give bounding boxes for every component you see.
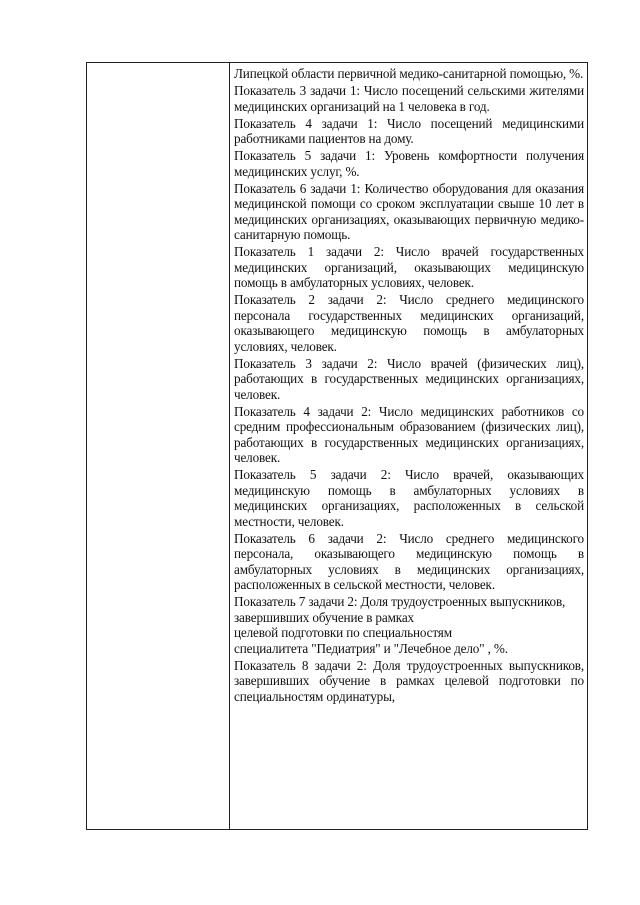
indicator-paragraph-12-line-2: целевой подготовки по специальностям	[234, 625, 452, 640]
indicator-paragraph-12-line-3: специалитета "Педиатрия" и "Лечебное дело" , %.	[234, 640, 508, 656]
indicator-paragraph-5: Показатель 6 задачи 1: Количество оборудования для оказания медицинской помощи со сроком эксплуатации свыше 10 лет в медицинских организациях, оказывающих первичную медико-санитарную помощь.	[234, 180, 584, 242]
indicator-paragraph-10: Показатель 5 задачи 2: Число врачей, оказывающих медицинскую помощь в амбулаторных условиях в медицинских организациях, расположенных в сельской местности, человек.	[234, 467, 584, 529]
indicator-paragraph-3: Показатель 4 задачи 1: Число посещений медицинскими работниками пациентов на дому.	[234, 115, 584, 146]
table-right-column	[230, 63, 587, 829]
table-left-column	[87, 63, 230, 829]
indicator-paragraph-7: Показатель 2 задачи 2: Число среднего медицинского персонала государственных медицинских организаций, оказывающего медицинскую помощь в амбулаторных условиях, человек.	[234, 292, 584, 354]
indicator-paragraph-12	[234, 594, 584, 656]
indicator-paragraph-4: Показатель 5 задачи 1: Уровень комфортности получения медицинских услуг, %.	[234, 148, 584, 179]
indicator-paragraph-13: Показатель 8 задачи 2: Доля трудоустроенных выпускников, завершивших обучение в рамках целевой подготовки по специальностям ординатуры,	[234, 657, 584, 704]
indicator-paragraph-6: Показатель 1 задачи 2: Число врачей государственных медицинских организаций, оказывающих медицинскую помощь в амбулаторных условиях, человек.	[234, 244, 584, 290]
indicator-paragraph-11: Показатель 6 задачи 2: Число среднего медицинского персонала, оказывающего медицинскую помощь в амбулаторных условиях в медицинских организациях, расположенных в сельской местности, человек.	[234, 530, 584, 592]
document-table	[86, 62, 588, 830]
indicator-paragraph-8: Показатель 3 задачи 2: Число врачей (физических лиц), работающих в государственных медицинских организациях, человек.	[234, 355, 584, 402]
indicator-paragraph-9: Показатель 4 задачи 2: Число медицинских работников со средним профессиональным образованием (физических лиц), работающих в государственных медицинских организациях, человек.	[234, 403, 584, 465]
indicator-paragraph-12-line-1: Показатель 7 задачи 2: Доля трудоустроенных выпускников, завершивших обучение в рамках	[234, 594, 566, 625]
indicator-paragraph-1: Липецкой области первичной медико-санитарной помощью, %.	[234, 66, 584, 81]
indicator-paragraph-2: Показатель 3 задачи 1: Число посещений сельскими жителями медицинских организаций на 1 человека в год.	[234, 83, 584, 114]
